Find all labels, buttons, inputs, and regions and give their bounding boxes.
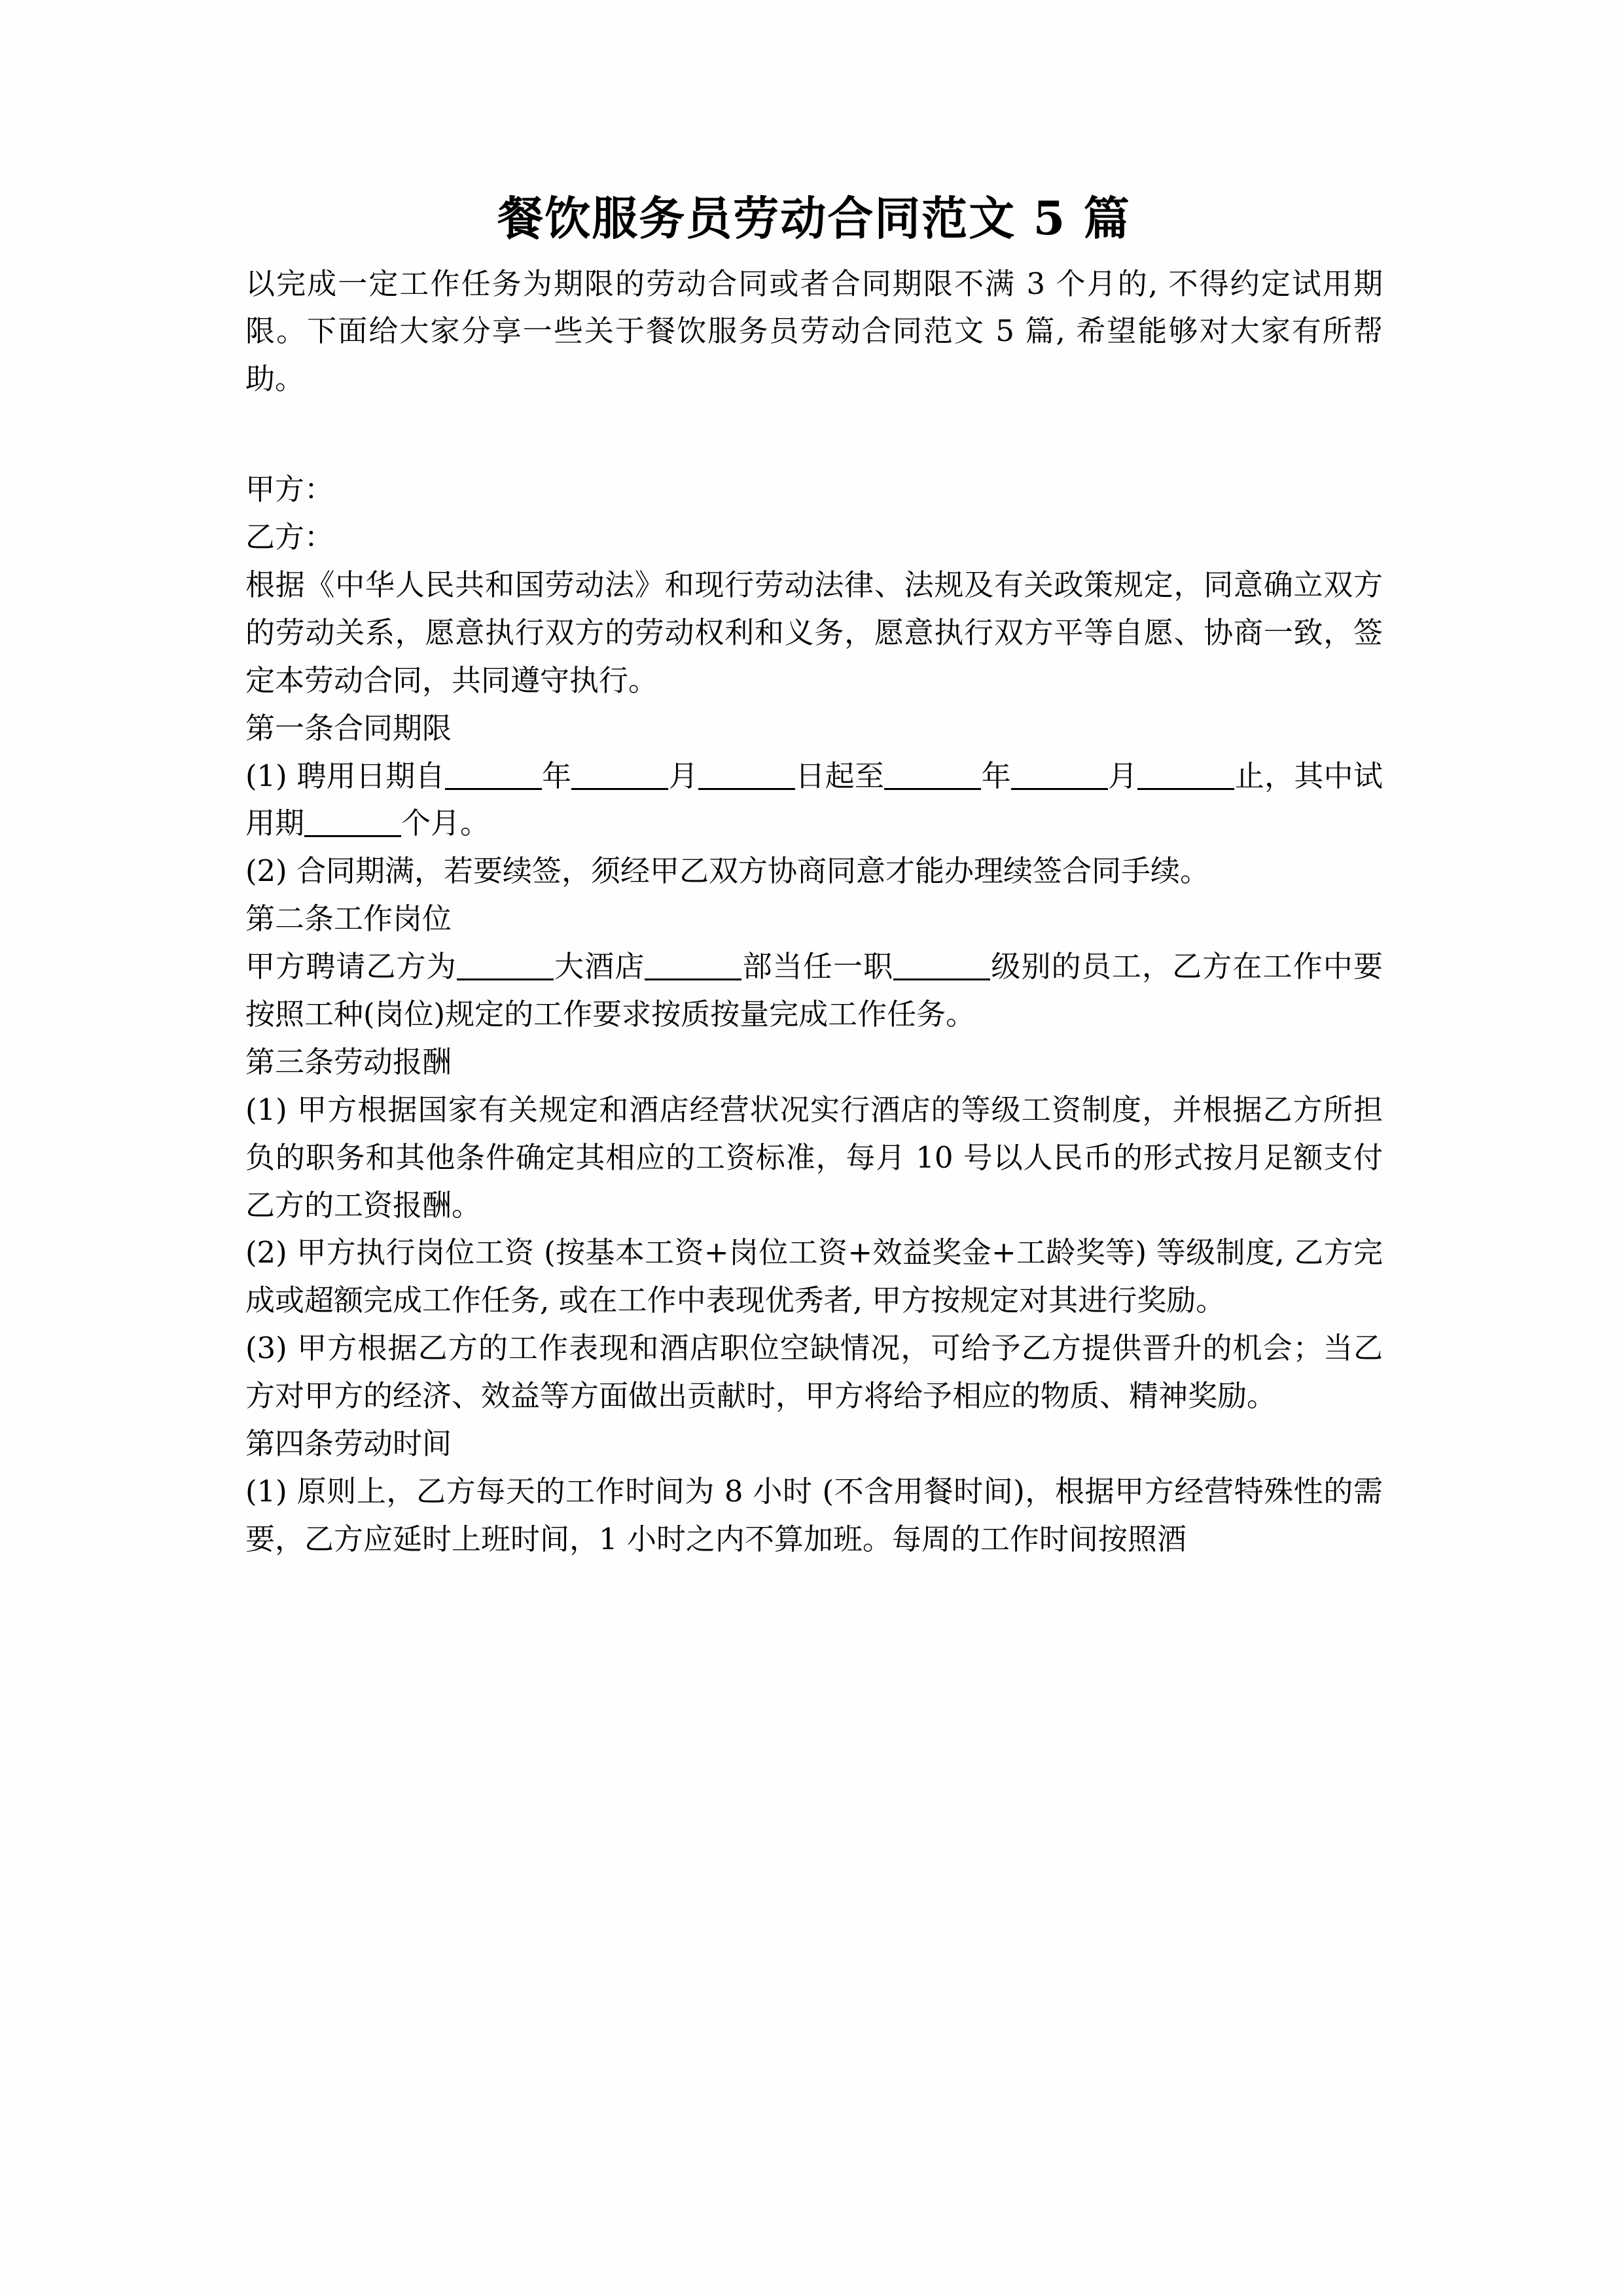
- clause-3-heading: 第三条劳动报酬: [245, 1044, 452, 1079]
- hire-end-day-blank[interactable]: [1137, 788, 1234, 790]
- hire-start-day-blank[interactable]: [698, 788, 795, 790]
- clause-2-heading: 第二条工作岗位: [245, 901, 452, 937]
- hire-end-year-blank[interactable]: [884, 788, 981, 790]
- seg-text: 年: [981, 758, 1011, 793]
- seg-text: (1) 聘用日期自: [245, 758, 445, 793]
- seg-text: 止，其中试用期: [245, 758, 1383, 841]
- preamble-paragraph: 根据《中华人民共和国劳动法》和现行劳动法律、法规及有关政策规定，同意确立双方的劳动关系，愿意执行双方的劳动权利和义务，愿意执行双方平等自愿、协商一致，签定本劳动合同，共同遵守执行。: [245, 567, 1383, 698]
- seg-text: 级别的员工，乙方在工作中要按照工种(岗位)规定的工作要求按质按量完成工作任务。: [245, 949, 1383, 1031]
- seg-text: 部当任一职: [741, 949, 894, 984]
- hire-end-month-blank[interactable]: [1011, 788, 1108, 790]
- clause-3-item-2: (2) 甲方执行岗位工资 (按基本工资+岗位工资+效益奖金+工龄奖等) 等级制度, 乙方完成或超额完成工作任务, 或在工作中表现优秀者, 甲方按规定对其进行奖励。: [245, 1235, 1383, 1318]
- clause-1-item-2: (2) 合同期满，若要续签，须经甲乙双方协商同意才能办理续签合同手续。: [245, 853, 1210, 889]
- party-b-label: 乙方：: [245, 520, 334, 555]
- clause-2-item-1: [245, 943, 1383, 1039]
- department-blank[interactable]: [645, 978, 741, 980]
- hire-start-year-blank[interactable]: [445, 788, 542, 790]
- grade-level-blank[interactable]: [893, 978, 990, 980]
- intro-paragraph: 以完成一定工作任务为期限的劳动合同或者合同期限不满 3 个月的, 不得约定试用期限。下面给大家分享一些关于餐饮服务员劳动合同范文 5 篇, 希望能够对大家有所帮助。: [245, 266, 1383, 397]
- seg-text: 年: [541, 758, 572, 793]
- clause-3-item-1: (1) 甲方根据国家有关规定和酒店经营状况实行酒店的等级工资制度，并根据乙方所担负的职务和其他条件确定其相应的工资标准，每月 10 号以人民币的形式按月足额支付乙方的工资报酬。: [245, 1092, 1383, 1223]
- party-a-field: [245, 466, 1383, 514]
- probation-months-blank[interactable]: [304, 835, 401, 837]
- clause-1-heading: 第一条合同期限: [245, 710, 452, 745]
- seg-text: 个月。: [401, 806, 490, 841]
- seg-text: 月: [668, 758, 699, 793]
- seg-text: 日起至: [795, 758, 885, 793]
- page-title: 餐饮服务员劳动合同范文 5 篇: [497, 191, 1131, 245]
- hotel-name-blank[interactable]: [457, 978, 554, 980]
- document-content: [245, 190, 1383, 1564]
- clause-4-item-1: (1) 原则上，乙方每天的工作时间为 8 小时 (不含用餐时间)，根据甲方经营特殊性的需要，乙方应延时上班时间，1 小时之内不算加班。每周的工作时间按照酒: [245, 1473, 1383, 1556]
- section-spacer: [245, 403, 1383, 466]
- seg-text: 月: [1107, 758, 1138, 793]
- clause-1-item-1: [245, 753, 1383, 848]
- clause-3-item-3: (3) 甲方根据乙方的工作表现和酒店职位空缺情况，可给予乙方提供晋升的机会；当乙方对甲方的经济、效益等方面做出贡献时，甲方将给予相应的物质、精神奖励。: [245, 1331, 1383, 1414]
- party-a-label: 甲方：: [245, 472, 334, 507]
- seg-text: 甲方聘请乙方为: [245, 949, 457, 984]
- clause-4-heading: 第四条劳动时间: [245, 1426, 452, 1461]
- hire-start-month-blank[interactable]: [571, 788, 668, 790]
- seg-text: 大酒店: [553, 949, 645, 984]
- party-b-field: [245, 514, 1383, 562]
